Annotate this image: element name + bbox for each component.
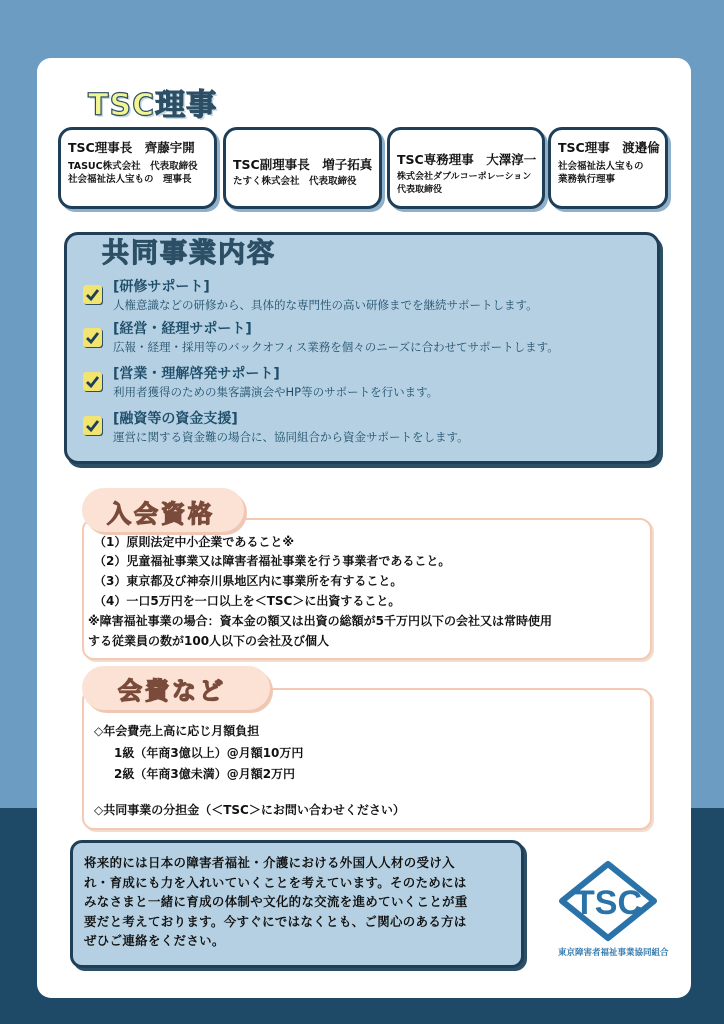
- director-name: TSC理事 渡邉倫: [558, 140, 660, 155]
- future-line: みなさまと一緒に育成の体制や文化的な交流を進めていくことが重: [84, 894, 468, 910]
- membership-note: ※障害福祉事業の場合：資本金の額又は出資の総額が5千万円以下の会社又は常時使用: [88, 614, 553, 628]
- membership-title: 入会資格: [107, 500, 215, 528]
- director-role: 株式会社ダブルコーポレーション: [397, 172, 532, 182]
- tsc-logo: [558, 860, 658, 942]
- director-name: TSC専務理事 大澤淳一: [397, 152, 537, 167]
- director-role: たすく株式会社 代表取締役: [233, 176, 357, 187]
- director-card-1: [58, 127, 217, 209]
- joint-item-head: [融資等の資金支援]: [113, 411, 238, 427]
- director-name: TSC理事長 齊藤宇開: [68, 140, 195, 155]
- future-line: 将来的には日本の障害者福祉・介護における外国人人材の受け入: [84, 855, 455, 870]
- fees-grade-2: 2級（年商3億未満）@月額2万円: [114, 767, 296, 781]
- joint-item-desc: 利用者獲得のための集客講演会やHP等のサポートを行います。: [113, 385, 439, 399]
- director-card-4: [548, 127, 668, 209]
- future-line: ぜひご連絡をください。: [84, 933, 225, 949]
- joint-item-desc: 人権意識などの研修から、具体的な専門性の高い研修までを継続サポートします。: [113, 298, 538, 312]
- logo-caption: 東京障害者福祉事業協同組合: [558, 948, 669, 958]
- directors-title: TSC理事: [88, 88, 218, 123]
- checkbox-checked-icon: [83, 416, 102, 435]
- future-line: 要だと考えております。今すぐにではなくとも、ご関心のある方は: [84, 913, 467, 929]
- membership-note: する従業員の数が100人以下の会社及び個人: [88, 634, 330, 648]
- fees-grade-1: 1級（年商3億以上）@月額10万円: [114, 746, 304, 760]
- director-card-2: [223, 127, 382, 209]
- future-message-panel: [70, 840, 524, 968]
- joint-item-desc: 広報・経理・採用等のバックオフィス業務を個々のニーズに合わせてサポートします。: [113, 340, 559, 354]
- joint-item-head: [経営・経理サポート]: [113, 321, 252, 337]
- director-role: 社会福祉法人宝もの 理事長: [68, 174, 192, 185]
- joint-item-head: [研修サポート]: [113, 279, 210, 295]
- director-role: 社会福祉法人宝もの: [558, 161, 644, 172]
- membership-line: （2）児童福祉事業又は障害者福祉事業を行う事業者であること。: [94, 554, 451, 568]
- membership-line: （4）一口5万円を一口以上を＜TSC＞に出資すること。: [94, 594, 401, 608]
- director-card-3: [387, 127, 545, 209]
- fees-title: 会費など: [118, 677, 226, 705]
- director-name: TSC副理事長 増子拓真: [233, 157, 373, 172]
- checkbox-checked-icon: [83, 285, 102, 304]
- membership-line: （1）原則法定中小企業であること※: [94, 535, 295, 549]
- future-line: れ・育成にも力を入れいていくことを考えています。そのためには: [84, 874, 467, 890]
- logo-text: TSC: [574, 884, 642, 922]
- fees-line: ◇共同事業の分担金（＜TSC＞にお問い合わせください）: [94, 803, 405, 817]
- joint-item-head: [営業・理解啓発サポート]: [113, 366, 280, 382]
- checkbox-checked-icon: [83, 372, 102, 391]
- membership-line: （3）東京都及び神奈川県地区内に事業所を有すること。: [94, 574, 403, 588]
- checkbox-checked-icon: [83, 328, 102, 347]
- fees-line: ◇年会費売上高に応じ月額負担: [94, 724, 260, 738]
- director-role: TASUC株式会社 代表取締役: [68, 161, 198, 172]
- director-role: 業務執行理事: [558, 174, 616, 185]
- joint-business-title: 共同事業内容: [102, 238, 276, 269]
- joint-item-desc: 運営に関する資金難の場合に、協同組合から資金サポートをします。: [113, 430, 469, 444]
- director-role: 代表取締役: [397, 185, 443, 195]
